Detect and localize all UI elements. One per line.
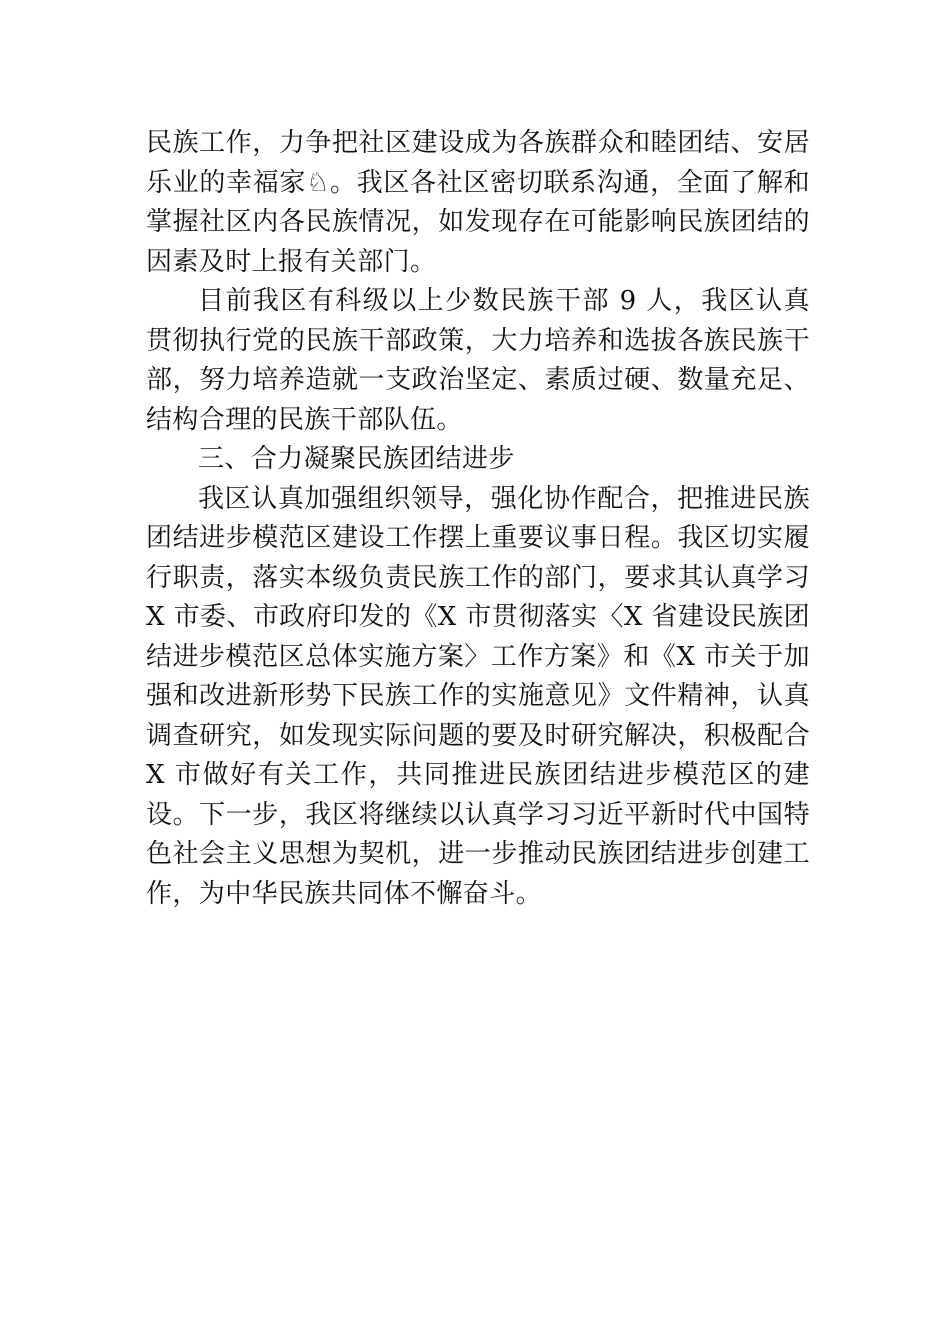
paragraph-minority-cadres: 目前我区有科级以上少数民族干部 9 人，我区认真贯彻执行党的民族干部政策，大力培养和选拔各族民族干部，努力培养造就一支政治坚定、素质过硬、数量充足、结构合理的民族干部队伍。 [146,286,810,435]
document-body [146,124,810,914]
paragraph-organization-leadership: 我区认真加强组织领导，强化协作配合，把推进民族团结进步模范区建设工作摆上重要议事日程。我区切实履行职责，落实本级负责民族工作的部门，要求其认真学习 X 市委、市政府印发的《X 市贯彻落实〈X 省建设民族团结进步模范区总体实施方案〉工作方案》和《X 市关于加强和改进新形势下民族工作的实施意见》文件精神，认真调查研究，如发现实际问题的要及时研究解决，积极配合 X 市做好有关工作，共同推进民族团结进步模范区的建设。下一步，我区将继续以认真学习习近平新时代中国特色社会主义思想为契机，进一步推动民族团结进步创建工作，为中华民族共同体不懈奋斗。 [146,483,810,909]
paragraph-community-work: 民族工作，力争把社区建设成为各族群众和睦团结、安居乐业的幸福家♘。我区各社区密切联系沟通，全面了解和掌握社区内各民族情况，如发现存在可能影响民族团结的因素及时上报有关部门。 [146,128,810,277]
section-heading-three: 三、合力凝聚民族团结进步 [198,444,515,474]
